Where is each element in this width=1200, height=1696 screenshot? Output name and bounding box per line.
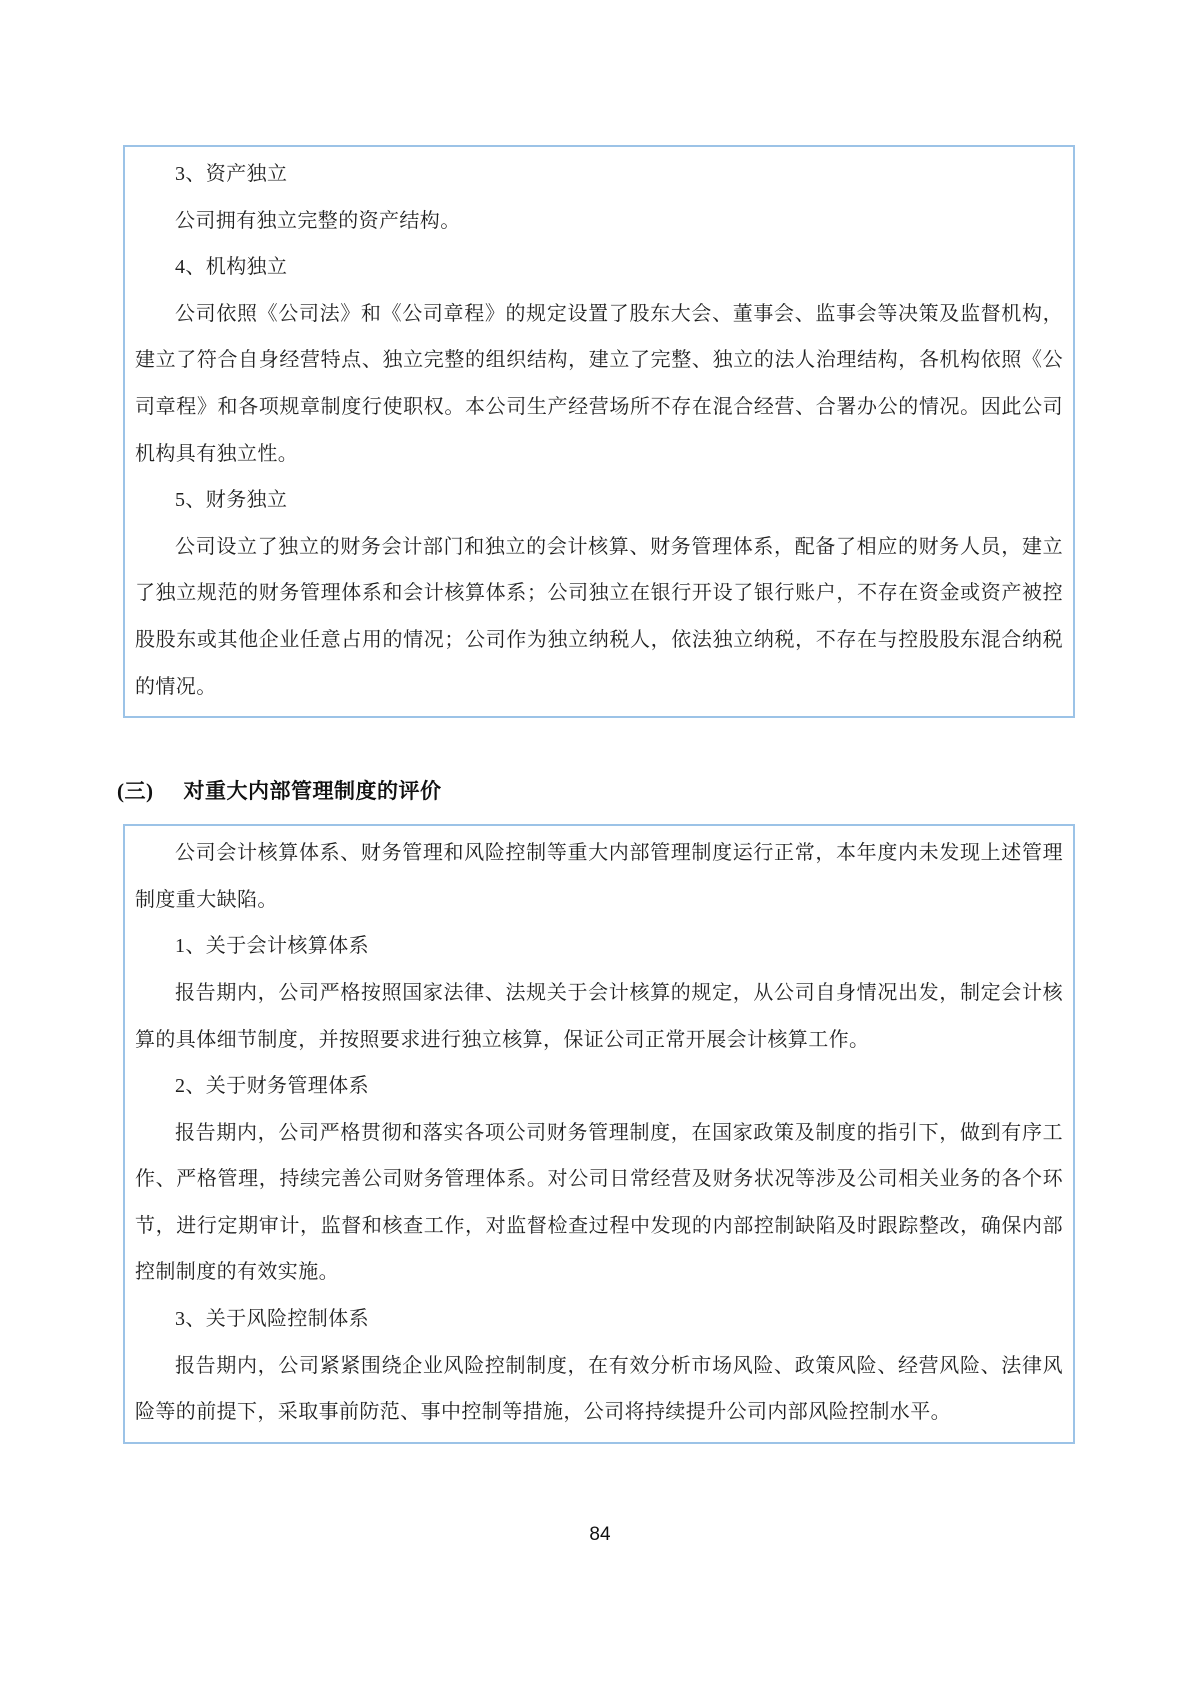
paragraph: 公司拥有独立完整的资产结构。 [175,209,461,232]
paragraph: 报告期内，公司严格贯彻和落实各项公司财务管理制度，在国家政策及制度的指引下，做到有序工作、严格管理，持续完善公司财务管理体系。对公司日常经营及财务状况等涉及公司相关业务的各个环节，进行定期审计，监督和核查工作，对监督检查过程中发现的内部控制缺陷及时跟踪整改，确保内部控制制度的有效实施。 [135,1121,1063,1284]
paragraph: 4、机构独立 [175,256,288,279]
document-content [117,145,1075,1444]
paragraph: 2、关于财务管理体系 [175,1075,369,1098]
paragraph: 1、关于会计核算体系 [175,935,369,958]
section-heading [117,776,1075,806]
independence-statements-box [123,145,1075,718]
page-number: 84 [589,1524,611,1545]
paragraph: 报告期内，公司紧紧围绕企业风险控制制度，在有效分析市场风险、政策风险、经营风险、法律风险等的前提下，采取事前防范、事中控制等措施，公司将持续提升公司内部风险控制水平。 [135,1354,1063,1424]
paragraph: 公司依照《公司法》和《公司章程》的规定设置了股东大会、董事会、监事会等决策及监督机构，建立了符合自身经营特点、独立完整的组织结构，建立了完整、独立的法人治理结构，各机构依照《公司章程》和各项规章制度行使职权。本公司生产经营场所不存在混合经营、合署办公的情况。因此公司机构具有独立性。 [135,302,1063,465]
section-heading-number: (三) [117,779,154,804]
internal-control-evaluation-box [123,824,1075,1444]
paragraph: 公司设立了独立的财务会计部门和独立的会计核算、财务管理体系，配备了相应的财务人员，建立了独立规范的财务管理体系和会计核算体系；公司独立在银行开设了银行账户，不存在资金或资产被控股股东或其他企业任意占用的情况；公司作为独立纳税人，依法独立纳税，不存在与控股股东混合纳税的情况。 [135,535,1063,698]
section-heading-title: 对重大内部管理制度的评价 [183,779,442,804]
paragraph: 报告期内，公司严格按照国家法律、法规关于会计核算的规定，从公司自身情况出发，制定会计核算的具体细节制度，并按照要求进行独立核算，保证公司正常开展会计核算工作。 [135,981,1063,1051]
paragraph: 5、财务独立 [175,489,288,512]
paragraph: 公司会计核算体系、财务管理和风险控制等重大内部管理制度运行正常，本年度内未发现上述管理制度重大缺陷。 [135,842,1063,911]
paragraph: 3、资产独立 [175,163,288,185]
paragraph: 3、关于风险控制体系 [175,1308,369,1331]
